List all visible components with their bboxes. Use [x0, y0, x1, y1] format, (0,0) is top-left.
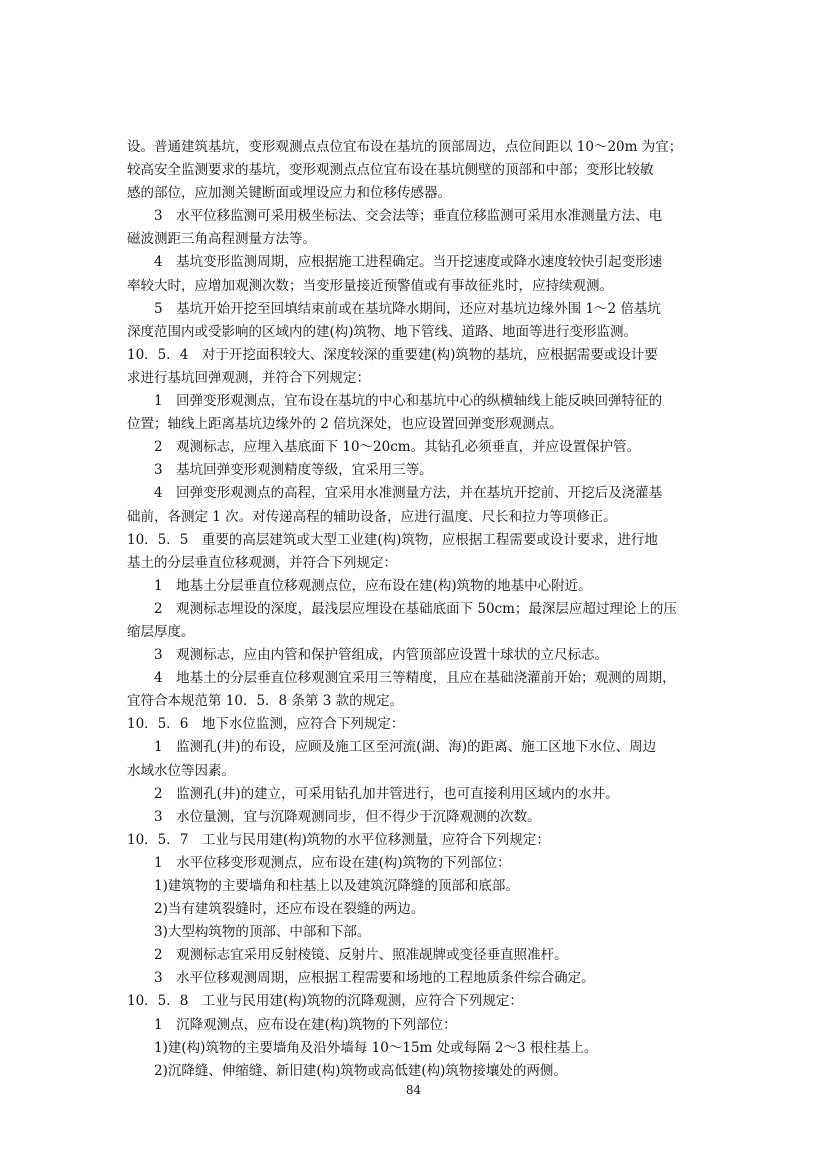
text-line: 4 回弹变形观测点的高程，宜采用水准测量方法，并在基坑开挖前、开挖后及浇灌基: [154, 485, 663, 502]
text-line: 10．5．5 重要的高层建筑或大型工业建(构)筑物，应根据工程需要或设计要求，进行地: [127, 531, 658, 548]
text-line: 4 地基土的分层垂直位移观测宜采用三等精度，且应在基础浇灌前开始；观测的周期，: [154, 670, 676, 687]
text-line: 10．5．4 对于开挖面积较大、深度较深的重要建(构)筑物的基坑，应根据需要或设计要: [127, 346, 658, 363]
text-line: 设。普通建筑基坑，变形观测点点位宜布设在基坑的顶部周边，点位间距以 10～20m 为宜；: [127, 139, 683, 155]
text-line: 3 基坑回弹变形观测精度等级，宜采用三等。: [154, 462, 433, 479]
text-line: 水域水位等因素。: [127, 762, 235, 779]
text-line: 4 基坑变形监测周期，应根据施工进程确定。当开挖速度或降水速度较快引起变形速: [154, 254, 663, 271]
text-line: 基土的分层垂直位移观测，并符合下列规定：: [127, 554, 397, 571]
body-text: [127, 136, 698, 1083]
text-line: 2)沉降缝、伸缩缝、新旧建(构)筑物或高低建(构)筑物接壤处的两侧。: [154, 1062, 567, 1079]
text-line: 感的部位，应加测关键断面或埋设应力和位移传感器。: [127, 185, 451, 202]
text-line: 2)当有建筑裂缝时，还应布设在裂缝的两边。: [154, 901, 425, 918]
text-line: 10．5．7 工业与民用建(构)筑物的水平位移测量，应符合下列规定：: [127, 831, 550, 848]
text-line: 位置；轴线上距离基坑边缘外的 2 倍坑深处，也应设置回弹变形观测点。: [127, 416, 563, 433]
text-line: 础前，各测定 1 次。对传递高程的辅助设备，应进行温度、尺长和拉力等项修正。: [127, 508, 617, 525]
page-number: 84: [405, 1083, 422, 1097]
text-line: 5 基坑开始开挖至回填结束前或在基坑降水期间，还应对基坑边缘外围 1～2 倍基坑: [154, 300, 661, 317]
text-line: 2 观测标志宜采用反射棱镜、反射片、照准觇牌或变径垂直照准杆。: [154, 947, 568, 964]
text-line: 宜符合本规范第 10．5．8 条第 3 款的规定。: [127, 693, 404, 710]
text-line: 2 观测标志，应埋入基底面下 10～20cm。其钻孔必须垂直，并应设置保护管。: [154, 439, 641, 456]
text-line: 1)建筑物的主要墙角和柱基上以及建筑沉降缝的顶部和底部。: [154, 878, 519, 894]
text-line: 率较大时，应增加观测次数；当变形量接近预警值或有事故征兆时，应持续观测。: [127, 277, 613, 294]
text-line: 磁波测距三角高程测量方法等。: [127, 231, 316, 248]
text-line: 求进行基坑回弹观测，并符合下列规定：: [127, 369, 370, 386]
text-line: 1 沉降观测点，应布设在建(构)筑物的下列部位：: [154, 1016, 457, 1033]
text-line: 3 水平位移监测可采用极坐标法、交会法等；垂直位移监测可采用水准测量方法、电: [154, 208, 663, 225]
text-line: 2 观测标志埋设的深度，最浅层应埋设在基础底面下 50cm；最深层应超过理论上的压: [154, 600, 677, 617]
text-line: 3 水位量测，宜与沉降观测同步，但不得少于沉降观测的次数。: [154, 808, 541, 825]
text-line: 1 水平位移变形观测点，应布设在建(构)筑物的下列部位：: [154, 854, 511, 871]
text-line: 1)建(构)筑物的主要墙角及沿外墙每 10～15m 处或每隔 2～3 根柱基上。: [154, 1039, 598, 1056]
text-line: 深度范围内或受影响的区域内的建(构)筑物、地下管线、道路、地面等进行变形监测。: [127, 323, 638, 340]
text-line: 1 回弹变形观测点，宜布设在基坑的中心和基坑中心的纵横轴线上能反映回弹特征的: [154, 393, 663, 410]
text-line: 3 观测标志，应由内管和保护管组成，内管顶部应设置十球状的立尺标志。: [154, 647, 609, 664]
text-line: 2 监测孔(井)的建立，可采用钻孔加井管进行，也可直接利用区域内的水井。: [154, 785, 619, 802]
text-line: 3 水平位移观测周期，应根据工程需要和场地的工程地质条件综合确定。: [154, 970, 595, 987]
text-line: 10．5．6 地下水位监测，应符合下列规定：: [127, 716, 405, 733]
text-line: 缩层厚度。: [127, 623, 195, 640]
text-line: 10．5．8 工业与民用建(构)筑物的沉降观测，应符合下列规定：: [127, 993, 523, 1010]
text-line: 3)大型构筑物的顶部、中部和下部。: [154, 924, 371, 941]
text-line: 较高安全监测要求的基坑，变形观测点点位宜布设在基坑侧壁的顶部和中部；变形比较敏: [127, 162, 654, 179]
text-line: 1 监测孔(井)的布设，应顾及施工区至河流(湖、海)的距离、施工区地下水位、周边: [154, 739, 657, 756]
text-line: 1 地基土分层垂直位移观测点位，应布设在建(构)筑物的地基中心附近。: [154, 577, 592, 594]
